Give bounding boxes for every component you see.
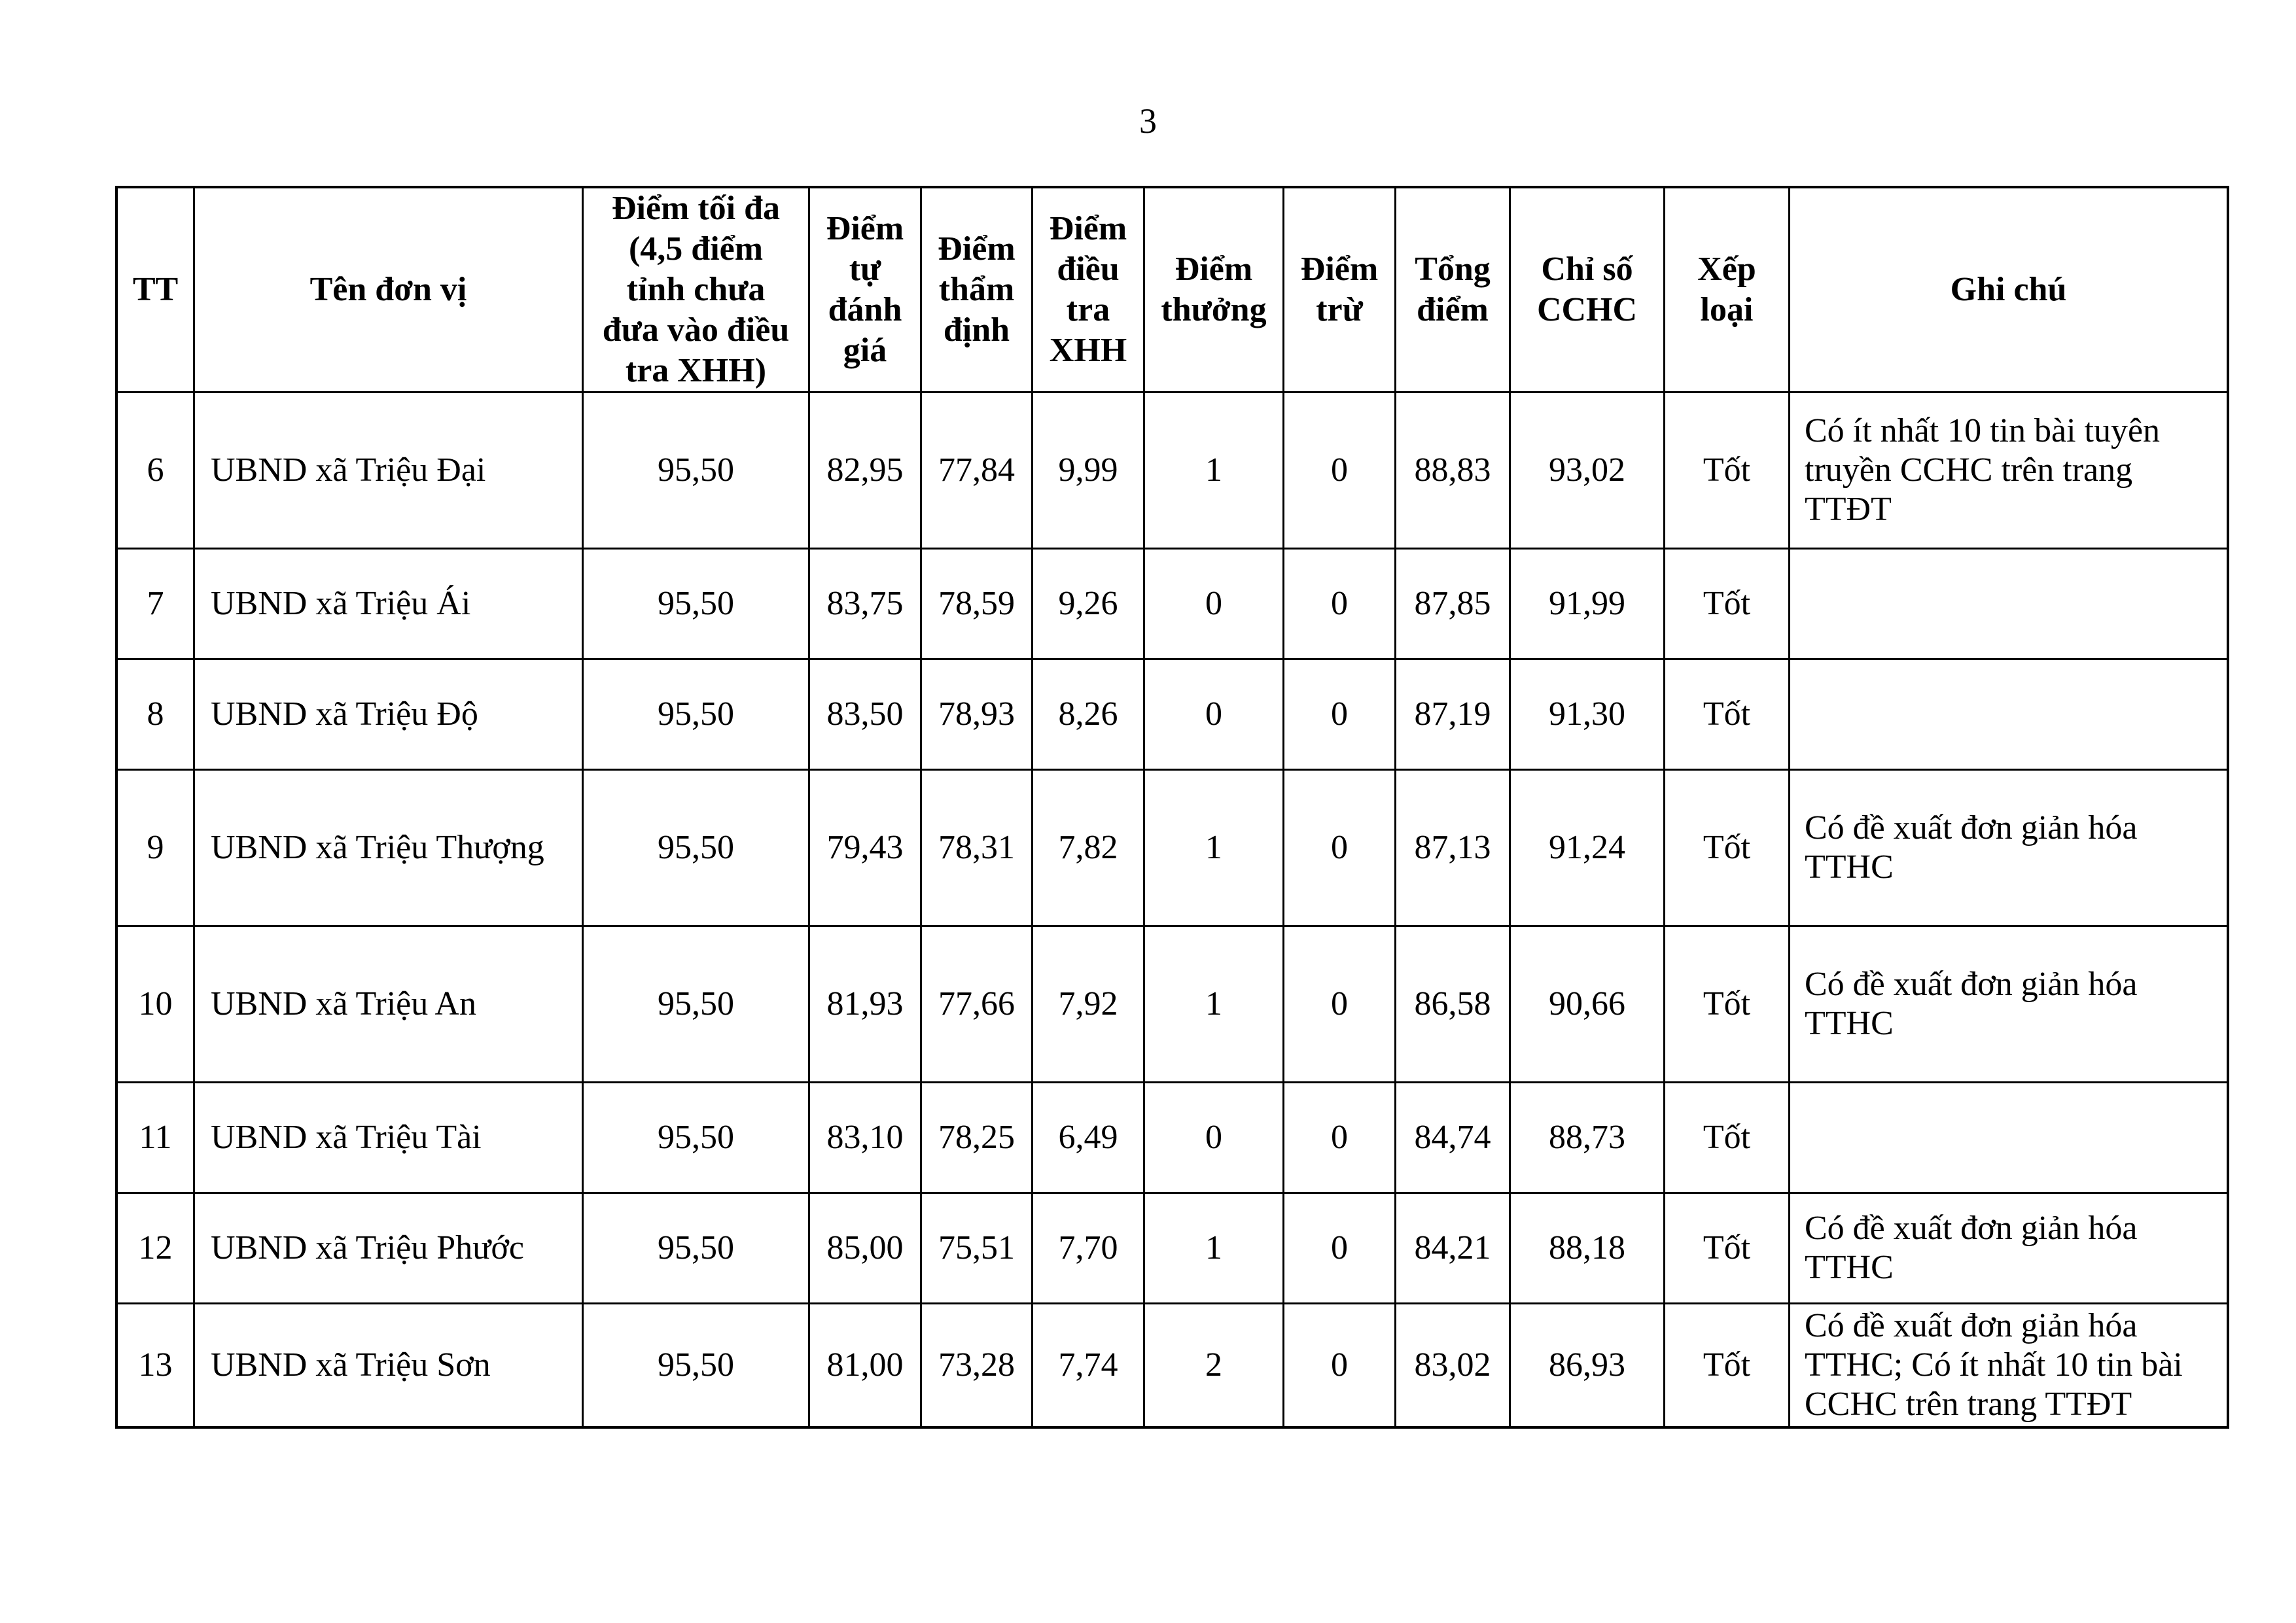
cell-max-score: 95,50 (583, 1193, 809, 1304)
cell-self-score: 83,50 (809, 659, 921, 770)
cell-survey-score: 9,99 (1033, 393, 1144, 549)
cell-unit-name: UBND xã Triệu Đại (194, 393, 583, 549)
cell-index: 90,66 (1510, 926, 1665, 1083)
cell-note (1790, 659, 2228, 770)
cell-max-score: 95,50 (583, 770, 809, 926)
cell-bonus: 1 (1144, 770, 1284, 926)
cell-index: 88,73 (1510, 1083, 1665, 1193)
cell-appraisal-score: 78,25 (921, 1083, 1033, 1193)
cell-survey-score: 8,26 (1033, 659, 1144, 770)
table-row (117, 1083, 2228, 1193)
cell-total: 88,83 (1396, 393, 1510, 549)
header-note: Ghi chú (1790, 188, 2228, 393)
cell-appraisal-score: 78,93 (921, 659, 1033, 770)
table-row (117, 770, 2228, 926)
cell-index: 93,02 (1510, 393, 1665, 549)
cell-max-score: 95,50 (583, 549, 809, 659)
page-number: 3 (1139, 101, 1157, 141)
admin-reform-score-table (116, 186, 2229, 1428)
cell-appraisal-score: 73,28 (921, 1304, 1033, 1427)
cell-tt: 11 (117, 1083, 194, 1193)
cell-self-score: 81,00 (809, 1304, 921, 1427)
table-row (117, 393, 2228, 549)
cell-self-score: 83,10 (809, 1083, 921, 1193)
cell-survey-score: 6,49 (1033, 1083, 1144, 1193)
cell-unit-name: UBND xã Triệu Ái (194, 549, 583, 659)
cell-deduction: 0 (1284, 1083, 1396, 1193)
header-max-score: Điểm tối đa (4,5 điểm tỉnh chưa đưa vào điều tra XHH) (583, 188, 809, 393)
cell-survey-score: 7,82 (1033, 770, 1144, 926)
cell-note (1790, 549, 2228, 659)
cell-survey-score: 9,26 (1033, 549, 1144, 659)
cell-note: Có ít nhất 10 tin bài tuyên truyền CCHC trên trang TTĐT (1790, 393, 2228, 549)
cell-note: Có đề xuất đơn giản hóa TTHC (1790, 770, 2228, 926)
cell-deduction: 0 (1284, 659, 1396, 770)
cell-tt: 12 (117, 1193, 194, 1304)
cell-bonus: 0 (1144, 1083, 1284, 1193)
cell-appraisal-score: 77,66 (921, 926, 1033, 1083)
cell-self-score: 85,00 (809, 1193, 921, 1304)
cell-self-score: 79,43 (809, 770, 921, 926)
cell-max-score: 95,50 (583, 926, 809, 1083)
header-tt: TT (117, 188, 194, 393)
cell-note: Có đề xuất đơn giản hóa TTHC; Có ít nhất 10 tin bài CCHC trên trang TTĐT (1790, 1304, 2228, 1427)
cell-max-score: 95,50 (583, 659, 809, 770)
cell-rank: Tốt (1665, 1193, 1790, 1304)
cell-index: 86,93 (1510, 1304, 1665, 1427)
cell-note (1790, 1083, 2228, 1193)
cell-index: 91,30 (1510, 659, 1665, 770)
cell-rank: Tốt (1665, 770, 1790, 926)
cell-tt: 7 (117, 549, 194, 659)
cell-max-score: 95,50 (583, 393, 809, 549)
cell-deduction: 0 (1284, 1304, 1396, 1427)
cell-max-score: 95,50 (583, 1304, 809, 1427)
cell-total: 87,13 (1396, 770, 1510, 926)
cell-rank: Tốt (1665, 393, 1790, 549)
header-appraisal-score: Điểm thẩm định (921, 188, 1033, 393)
cell-unit-name: UBND xã Triệu Tài (194, 1083, 583, 1193)
cell-tt: 13 (117, 1304, 194, 1427)
cell-unit-name: UBND xã Triệu Thượng (194, 770, 583, 926)
cell-bonus: 1 (1144, 393, 1284, 549)
cell-appraisal-score: 78,59 (921, 549, 1033, 659)
cell-bonus: 0 (1144, 659, 1284, 770)
cell-unit-name: UBND xã Triệu An (194, 926, 583, 1083)
cell-bonus: 1 (1144, 926, 1284, 1083)
cell-self-score: 81,93 (809, 926, 921, 1083)
header-bonus: Điểm thưởng (1144, 188, 1284, 393)
cell-bonus: 2 (1144, 1304, 1284, 1427)
cell-tt: 8 (117, 659, 194, 770)
cell-appraisal-score: 78,31 (921, 770, 1033, 926)
cell-bonus: 1 (1144, 1193, 1284, 1304)
header-total: Tổng điểm (1396, 188, 1510, 393)
cell-total: 87,85 (1396, 549, 1510, 659)
cell-self-score: 82,95 (809, 393, 921, 549)
header-deduction: Điểm trừ (1284, 188, 1396, 393)
cell-survey-score: 7,70 (1033, 1193, 1144, 1304)
cell-max-score: 95,50 (583, 1083, 809, 1193)
cell-total: 84,74 (1396, 1083, 1510, 1193)
cell-unit-name: UBND xã Triệu Sơn (194, 1304, 583, 1427)
header-rank: Xếp loại (1665, 188, 1790, 393)
cell-deduction: 0 (1284, 770, 1396, 926)
cell-survey-score: 7,74 (1033, 1304, 1144, 1427)
cell-rank: Tốt (1665, 926, 1790, 1083)
cell-total: 86,58 (1396, 926, 1510, 1083)
cell-tt: 6 (117, 393, 194, 549)
header-unit-name: Tên đơn vị (194, 188, 583, 393)
cell-deduction: 0 (1284, 549, 1396, 659)
cell-note: Có đề xuất đơn giản hóa TTHC (1790, 1193, 2228, 1304)
cell-self-score: 83,75 (809, 549, 921, 659)
table-row (117, 926, 2228, 1083)
cell-appraisal-score: 77,84 (921, 393, 1033, 549)
cell-index: 91,24 (1510, 770, 1665, 926)
cell-unit-name: UBND xã Triệu Phước (194, 1193, 583, 1304)
cell-note: Có đề xuất đơn giản hóa TTHC (1790, 926, 2228, 1083)
cell-rank: Tốt (1665, 659, 1790, 770)
cell-total: 84,21 (1396, 1193, 1510, 1304)
cell-total: 83,02 (1396, 1304, 1510, 1427)
cell-index: 88,18 (1510, 1193, 1665, 1304)
cell-deduction: 0 (1284, 393, 1396, 549)
cell-bonus: 0 (1144, 549, 1284, 659)
table-row (117, 549, 2228, 659)
cell-tt: 10 (117, 926, 194, 1083)
cell-tt: 9 (117, 770, 194, 926)
cell-deduction: 0 (1284, 1193, 1396, 1304)
cell-rank: Tốt (1665, 1083, 1790, 1193)
cell-unit-name: UBND xã Triệu Độ (194, 659, 583, 770)
table-row (117, 1193, 2228, 1304)
cell-deduction: 0 (1284, 926, 1396, 1083)
header-self-score: Điểm tự đánh giá (809, 188, 921, 393)
table-row (117, 659, 2228, 770)
cell-rank: Tốt (1665, 549, 1790, 659)
cell-total: 87,19 (1396, 659, 1510, 770)
cell-index: 91,99 (1510, 549, 1665, 659)
cell-survey-score: 7,92 (1033, 926, 1144, 1083)
cell-rank: Tốt (1665, 1304, 1790, 1427)
table-row (117, 1304, 2228, 1427)
cell-appraisal-score: 75,51 (921, 1193, 1033, 1304)
header-survey-score: Điểm điều tra XHH (1033, 188, 1144, 393)
header-row (117, 188, 2228, 393)
header-index: Chỉ số CCHC (1510, 188, 1665, 393)
